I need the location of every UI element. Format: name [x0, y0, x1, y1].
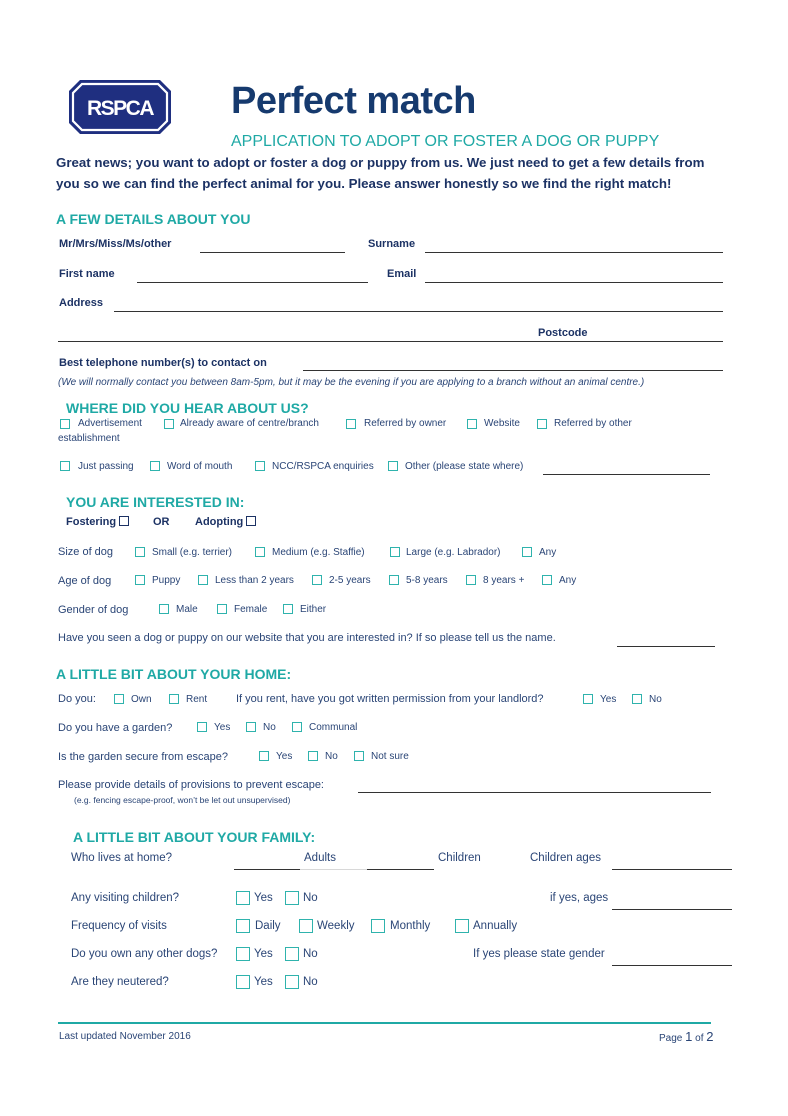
size-small-checkbox[interactable] — [135, 547, 145, 557]
landlord-no-checkbox[interactable] — [632, 694, 642, 704]
adults-underline — [300, 869, 367, 870]
page-current: 1 — [685, 1029, 693, 1044]
section-heading-interest: YOU ARE INTERESTED IN: — [66, 494, 245, 510]
website-label: Website — [484, 418, 520, 429]
adults-label: Adults — [304, 852, 336, 864]
adults-count-field[interactable] — [234, 869, 300, 870]
frequency-monthly-label: Monthly — [390, 920, 431, 932]
size-medium-label: Medium (e.g. Staffie) — [272, 547, 365, 558]
fostering-option[interactable] — [66, 516, 129, 528]
page-subtitle: APPLICATION TO ADOPT OR FOSTER A DOG OR PUPPY — [231, 133, 660, 150]
phone-label: Best telephone number(s) to contact on — [59, 357, 267, 369]
neutered-label: Are they neutered? — [71, 976, 169, 988]
children-label: Children — [438, 852, 481, 864]
who-lives-label: Who lives at home? — [71, 852, 172, 864]
size-medium-checkbox[interactable] — [255, 547, 265, 557]
neutered-yes-checkbox[interactable] — [236, 975, 250, 989]
intro-line-1: Great news; you want to adopt or foster a dog or puppy from us. We just need to get a few details from — [56, 155, 705, 170]
other-dogs-gender-field[interactable] — [612, 965, 732, 966]
visiting-no-label: No — [303, 892, 318, 904]
adopting-option[interactable] — [195, 516, 256, 528]
secure-label: Is the garden secure from escape? — [58, 751, 228, 763]
age-any-checkbox[interactable] — [542, 575, 552, 585]
page-title: Perfect match — [231, 80, 476, 122]
surname-label: Surname — [368, 238, 416, 250]
other-dogs-yes-checkbox[interactable] — [236, 947, 250, 961]
secure-no-checkbox[interactable] — [308, 751, 318, 761]
garden-no-label: No — [263, 722, 276, 733]
surname-field[interactable] — [425, 252, 723, 253]
address-line-2-field[interactable] — [58, 341, 723, 342]
referred-owner-label: Referred by owner — [364, 418, 447, 429]
page-total: 2 — [706, 1029, 714, 1044]
frequency-annually-checkbox[interactable] — [455, 919, 469, 933]
garden-yes-checkbox[interactable] — [197, 722, 207, 732]
landlord-yes-label: Yes — [600, 694, 617, 705]
gender-female-label: Female — [234, 604, 268, 615]
gender-male-label: Male — [176, 604, 198, 615]
referred-other-label-wrap: establishment — [58, 433, 120, 444]
just-passing-label: Just passing — [78, 461, 134, 472]
neutered-yes-label: Yes — [254, 976, 273, 988]
fostering-checkbox[interactable] — [119, 516, 129, 526]
provisions-field[interactable] — [358, 792, 711, 793]
visiting-ages-field[interactable] — [612, 909, 732, 910]
address-label: Address — [59, 297, 104, 309]
own-checkbox[interactable] — [114, 694, 124, 704]
title-label: Mr/Mrs/Miss/Ms/other — [59, 238, 172, 250]
other-dogs-yes-label: Yes — [254, 948, 273, 960]
children-ages-label: Children ages — [530, 852, 601, 864]
website-dog-name-field[interactable] — [617, 646, 715, 647]
garden-communal-checkbox[interactable] — [292, 722, 302, 732]
visiting-yes-checkbox[interactable] — [236, 891, 250, 905]
advertisement-checkbox[interactable] — [60, 419, 70, 429]
other-dogs-no-checkbox[interactable] — [285, 947, 299, 961]
word-of-mouth-label: Word of mouth — [167, 461, 233, 472]
size-small-label: Small (e.g. terrier) — [152, 547, 233, 558]
intro-line-2: you so we can find the perfect animal for you. Please answer honestly so we find the right match! — [56, 176, 672, 191]
age-label: Age of dog — [58, 575, 112, 587]
gender-either-label: Either — [300, 604, 327, 615]
rspca-logo — [68, 79, 172, 135]
neutered-no-checkbox[interactable] — [285, 975, 299, 989]
just-passing-checkbox[interactable] — [60, 461, 70, 471]
age-8-plus-checkbox[interactable] — [466, 575, 476, 585]
already-aware-checkbox[interactable] — [164, 419, 174, 429]
ncc-rspca-label: NCC/RSPCA enquiries — [272, 461, 374, 472]
gender-either-checkbox[interactable] — [283, 604, 293, 614]
age-under2-label: Less than 2 years — [215, 575, 294, 586]
garden-communal-label: Communal — [309, 722, 358, 733]
visiting-yes-label: Yes — [254, 892, 273, 904]
provisions-hint: (e.g. fencing escape-proof, won’t be let out unsupervised) — [74, 795, 291, 805]
age-5-8-checkbox[interactable] — [389, 575, 399, 585]
gender-female-checkbox[interactable] — [217, 604, 227, 614]
advertisement-label: Advertisement — [78, 418, 142, 429]
website-dog-question: Have you seen a dog or puppy on our website that you are interested in? If so please tell us the name. — [58, 632, 556, 644]
page-word: Page — [659, 1033, 683, 1044]
do-you-label: Do you: — [58, 693, 96, 705]
other-source-checkbox[interactable] — [388, 461, 398, 471]
secure-no-label: No — [325, 751, 338, 762]
secure-yes-checkbox[interactable] — [259, 751, 269, 761]
landlord-no-label: No — [649, 694, 662, 705]
age-2-5-checkbox[interactable] — [312, 575, 322, 585]
other-dogs-label: Do you own any other dogs? — [71, 948, 218, 960]
size-any-checkbox[interactable] — [522, 547, 532, 557]
secure-not-sure-label: Not sure — [371, 751, 409, 762]
page-of: of — [695, 1033, 704, 1044]
age-puppy-label: Puppy — [152, 575, 181, 586]
own-label: Own — [131, 694, 152, 705]
frequency-weekly-checkbox[interactable] — [299, 919, 313, 933]
garden-no-checkbox[interactable] — [246, 722, 256, 732]
provisions-label: Please provide details of provisions to prevent escape: — [58, 779, 324, 791]
visiting-label: Any visiting children? — [71, 892, 180, 904]
size-any-label: Any — [539, 547, 557, 558]
first-name-field[interactable] — [137, 282, 368, 283]
frequency-weekly-label: Weekly — [317, 920, 355, 932]
referred-owner-checkbox[interactable] — [346, 419, 356, 429]
adopting-checkbox[interactable] — [246, 516, 256, 526]
gender-label: Gender of dog — [58, 604, 129, 616]
section-heading-family: A LITTLE BIT ABOUT YOUR FAMILY: — [73, 829, 316, 845]
last-updated: Last updated November 2016 — [59, 1031, 191, 1042]
section-heading-home: A LITTLE BIT ABOUT YOUR HOME: — [56, 666, 292, 682]
other-source-field[interactable] — [543, 474, 710, 475]
email-label: Email — [387, 268, 417, 280]
email-field[interactable] — [425, 282, 723, 283]
frequency-daily-label: Daily — [255, 920, 281, 932]
other-dogs-no-label: No — [303, 948, 318, 960]
frequency-monthly-checkbox[interactable] — [371, 919, 385, 933]
children-ages-field[interactable] — [612, 869, 732, 870]
rent-label: Rent — [186, 694, 208, 705]
address-field[interactable] — [114, 311, 723, 312]
age-8-plus-label: 8 years + — [483, 575, 525, 586]
landlord-yes-checkbox[interactable] — [583, 694, 593, 704]
other-source-label: Other (please state where) — [405, 461, 524, 472]
contact-note: (We will normally contact you between 8am-5pm, but it may be the evening if you are applying to a branch without an animal centre.) — [58, 377, 645, 388]
age-5-8-label: 5-8 years — [406, 575, 448, 586]
title-field[interactable] — [200, 252, 345, 253]
age-2-5-label: 2-5 years — [329, 575, 371, 586]
first-name-label: First name — [59, 268, 115, 280]
visiting-no-checkbox[interactable] — [285, 891, 299, 905]
logo-text: RSPCA — [86, 97, 154, 120]
word-of-mouth-checkbox[interactable] — [150, 461, 160, 471]
ncc-rspca-checkbox[interactable] — [255, 461, 265, 471]
section-heading-details: A FEW DETAILS ABOUT YOU — [56, 211, 251, 227]
frequency-daily-checkbox[interactable] — [236, 919, 250, 933]
frequency-label: Frequency of visits — [71, 920, 167, 932]
referred-other-label: Referred by other — [554, 418, 632, 429]
landlord-question: If you rent, have you got written permission from your landlord? — [236, 693, 544, 705]
website-checkbox[interactable] — [467, 419, 477, 429]
referred-other-checkbox[interactable] — [537, 419, 547, 429]
already-aware-label: Already aware of centre/branch — [180, 418, 319, 429]
footer-divider — [58, 1022, 711, 1024]
visiting-ages-label: if yes, ages — [550, 892, 609, 904]
phone-field[interactable] — [303, 370, 723, 371]
garden-label: Do you have a garden? — [58, 722, 173, 734]
other-dogs-gender-label: If yes please state gender — [473, 948, 605, 960]
age-puppy-checkbox[interactable] — [135, 575, 145, 585]
size-large-checkbox[interactable] — [390, 547, 400, 557]
age-any-label: Any — [559, 575, 577, 586]
section-heading-hear: WHERE DID YOU HEAR ABOUT US? — [66, 400, 309, 416]
postcode-label: Postcode — [538, 327, 588, 339]
neutered-no-label: No — [303, 976, 318, 988]
rent-checkbox[interactable] — [169, 694, 179, 704]
garden-yes-label: Yes — [214, 722, 231, 733]
children-count-field[interactable] — [367, 869, 434, 870]
size-label: Size of dog — [58, 546, 114, 558]
frequency-annually-label: Annually — [473, 920, 518, 932]
secure-not-sure-checkbox[interactable] — [354, 751, 364, 761]
size-large-label: Large (e.g. Labrador) — [406, 547, 501, 558]
adopting-label: Adopting — [195, 516, 244, 528]
fostering-label: Fostering — [66, 516, 117, 528]
page-number — [659, 1029, 714, 1044]
age-under2-checkbox[interactable] — [198, 575, 208, 585]
secure-yes-label: Yes — [276, 751, 293, 762]
or-label: OR — [153, 516, 170, 528]
gender-male-checkbox[interactable] — [159, 604, 169, 614]
